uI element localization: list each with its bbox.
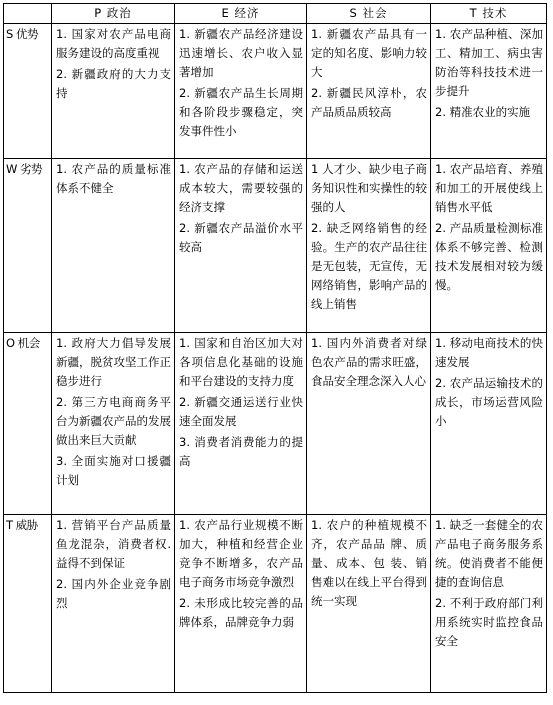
swot-table	[3, 3, 547, 693]
cell-item: 1. 农产品的质量标准体系不健全	[56, 162, 171, 195]
column-header-politics: P 政治	[52, 4, 175, 24]
table-row-threats	[4, 515, 547, 693]
cell-item: 1. 新疆农产品经济建设迅速增长、农户收入显著增加	[179, 27, 303, 79]
row-header-weaknesses: W 劣势	[4, 159, 52, 333]
cell-item: 1. 营销平台产品质量鱼龙混杂，消费者权. 益得不到保证	[56, 518, 171, 570]
cell-item: 1. 移动电商技术的快速发展	[435, 336, 543, 369]
cell-item: 2. 新疆农产品溢价水平较高	[179, 221, 303, 254]
cell-item: 3. 消费者消费能力的提高	[179, 435, 303, 468]
cell-opportunities-technology	[431, 333, 547, 515]
cell-strengths-technology	[431, 24, 547, 159]
cell-strengths-economy	[175, 24, 307, 159]
cell-item: 1. 新疆农产品具有一定的知名度、影响力较大	[311, 27, 427, 79]
cell-strengths-politics	[52, 24, 175, 159]
cell-weaknesses-society	[307, 159, 431, 333]
cell-item: 1. 农产品的存储和运送成本较大，需要较强的经济支撑	[179, 162, 303, 214]
cell-threats-economy	[175, 515, 307, 693]
cell-item: 1. 国内外消费者对绿色农产品的需求旺盛，食品安全理念深入人心	[311, 336, 427, 388]
cell-item: 2. 新疆政府的大力支持	[56, 67, 171, 100]
cell-item: 1. 农产品行业规模不断加大，种植和经营企业竞争不断增多，农产品电子商务市场竞争激烈	[179, 518, 303, 589]
cell-item: 1. 政府大力倡导发展新疆，脱贫攻坚工作正稳步进行	[56, 336, 171, 388]
cell-opportunities-society	[307, 333, 431, 515]
cell-opportunities-economy	[175, 333, 307, 515]
header-row	[4, 4, 547, 24]
cell-item: 2. 缺乏网络销售的经验。生产的农产品往往是无包装，无宣传，无网络销售，影响产品的线上销售	[311, 221, 427, 311]
cell-item: 2. 新疆农产品生长周期和各阶段步骤稳定，突发事件性小	[179, 86, 303, 138]
cell-item: 2. 产品质量检测标准体系不够完善、检测技术发展相对较为缓慢。	[435, 221, 543, 292]
cell-item: 1. 缺乏一套健全的农产品电子商务服务系统。使消费者不能便捷的查询信息	[435, 518, 543, 589]
cell-item: 2. 国内外企业竞争剧烈	[56, 577, 171, 610]
table-row-weaknesses	[4, 159, 547, 333]
row-header-opportunities: O 机会	[4, 333, 52, 515]
table-row-opportunities	[4, 333, 547, 515]
cell-item: 1. 农户的种植规模不齐，农产品品 牌、质量、成本、包 装、销售难以在线上平台得到统一实现	[311, 518, 427, 608]
corner-cell	[4, 4, 52, 24]
cell-item: 1 人才少、缺少电子商务知识性和实操性的较强的人	[311, 162, 427, 214]
cell-item: 2. 不利于政府部门利用系统实时监控食品安全	[435, 596, 543, 648]
table-row-strengths	[4, 24, 547, 159]
cell-item: 2. 农产品运输技术的成长，市场运营风险小	[435, 376, 543, 428]
column-header-economy: E 经济	[175, 4, 307, 24]
cell-item: 2. 第三方电商商务平台为新疆农产品的发展做出来巨大贡献	[56, 395, 171, 447]
cell-threats-society	[307, 515, 431, 693]
cell-weaknesses-economy	[175, 159, 307, 333]
cell-threats-politics	[52, 515, 175, 693]
cell-item: 1. 农产品培育、养殖和加工的开展使线上销售水平低	[435, 162, 543, 214]
cell-weaknesses-politics	[52, 159, 175, 333]
column-header-society: S 社会	[307, 4, 431, 24]
row-header-threats: T 威胁	[4, 515, 52, 693]
cell-item: 3. 全面实施对口援疆计划	[56, 454, 171, 487]
cell-item: 2. 新疆民风淳朴，农产品质品质较高	[311, 86, 427, 119]
cell-strengths-society	[307, 24, 431, 159]
cell-weaknesses-technology	[431, 159, 547, 333]
cell-opportunities-politics	[52, 333, 175, 515]
cell-item: 1. 国家对农产品电商服务建设的高度重视	[56, 27, 171, 60]
cell-threats-technology	[431, 515, 547, 693]
cell-item: 1. 国家和自治区加大对各项信息化基础的设施和平台建设的支持力度	[179, 336, 303, 388]
cell-item: 2. 未形成比较完善的品 牌体系，品牌竞争力弱	[179, 596, 303, 629]
cell-item: 2. 新疆交通运送行业快速全面发展	[179, 395, 303, 428]
cell-item: 1. 农产品种植、深加工、精加工、病虫害防治等科技技术进一步提升	[435, 27, 543, 98]
column-header-technology: T 技术	[431, 4, 547, 24]
row-header-strengths: S 优势	[4, 24, 52, 159]
cell-item: 2. 精准农业的实施	[435, 105, 531, 119]
